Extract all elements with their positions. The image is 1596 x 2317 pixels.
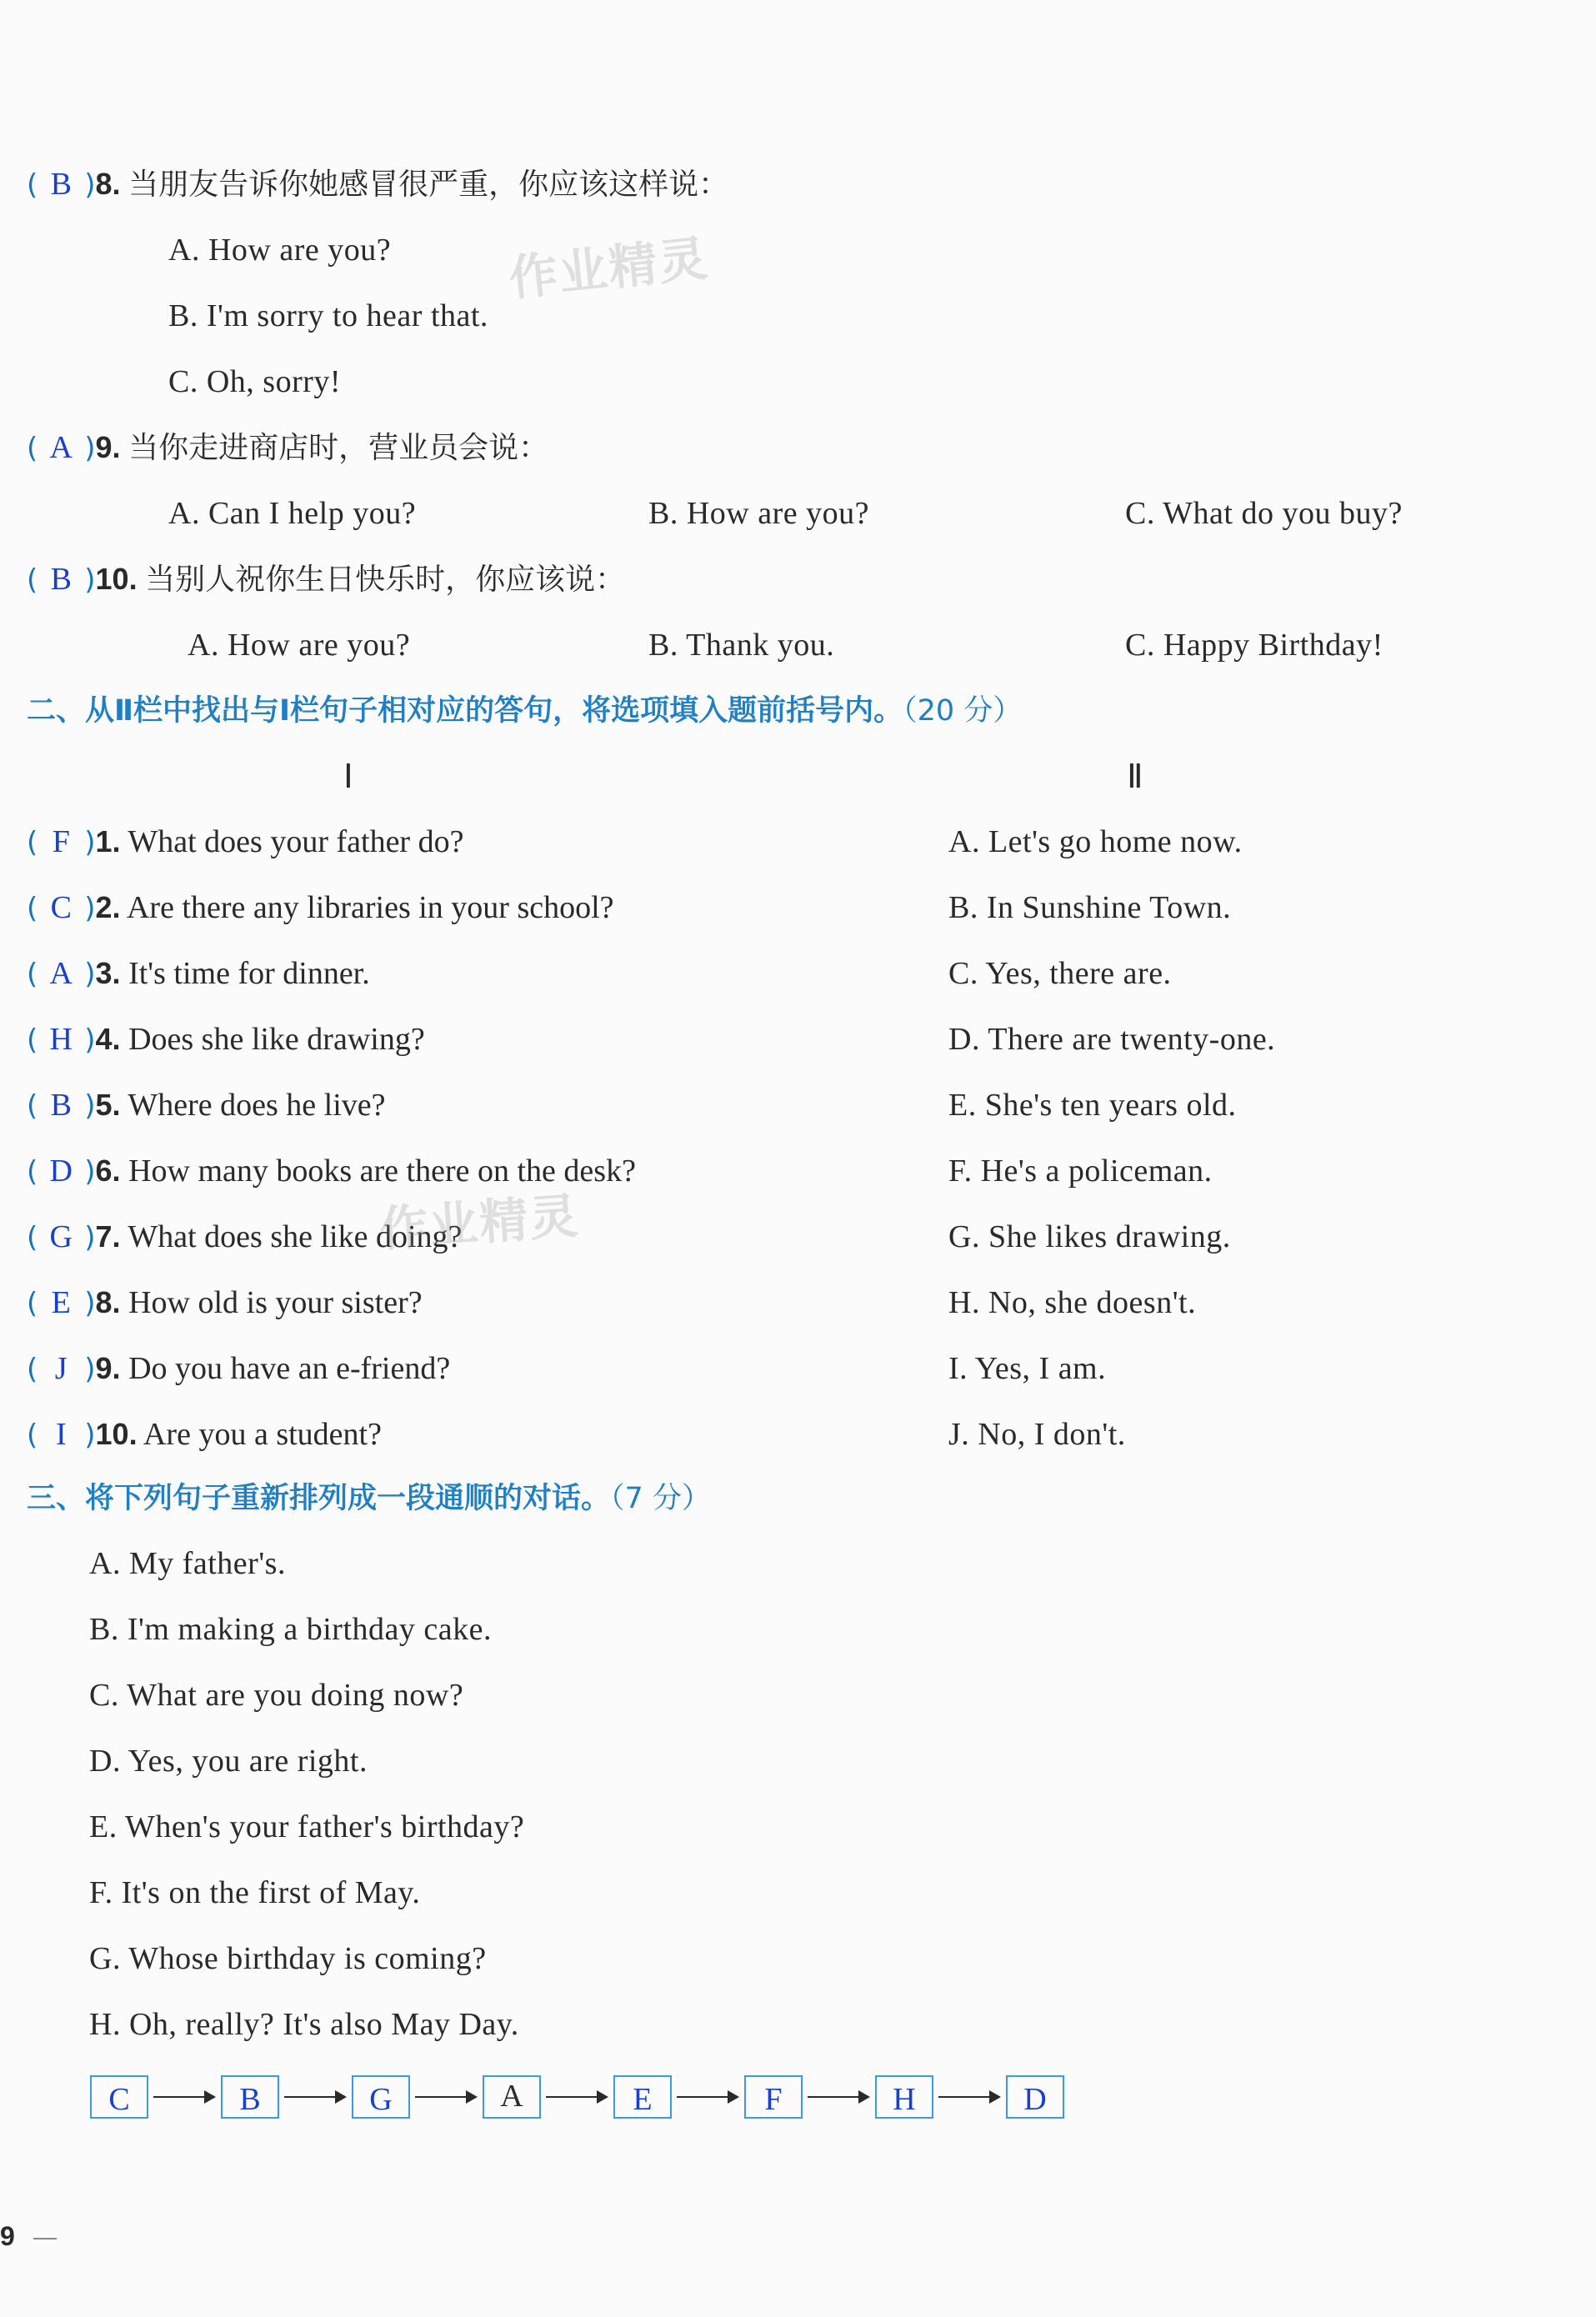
question-text: How old is your sister? <box>128 1285 423 1320</box>
dialogue-sentence: D. Yes, you are right. <box>89 1744 368 1779</box>
option-c: C. Happy Birthday! <box>1125 628 1383 663</box>
question-number: 4. <box>95 1022 121 1056</box>
paren-open: ( <box>27 1221 38 1254</box>
dialogue-sentence: C. What are you doing now? <box>89 1678 464 1713</box>
section-title: 二、从Ⅱ栏中找出与Ⅰ栏句子相对应的答句，将选项填入题前括号内。 <box>27 694 903 728</box>
question-text: Are there any libraries in your school? <box>126 890 614 925</box>
match-question <box>27 1349 450 1388</box>
answer-blank[interactable]: F <box>52 824 70 859</box>
question-text: Does she like drawing? <box>128 1022 425 1057</box>
order-box[interactable]: G <box>352 2075 410 2119</box>
arrow-icon <box>284 2096 345 2098</box>
dialogue-sentence: F. It's on the first of May. <box>89 1875 421 1910</box>
order-box[interactable]: E <box>613 2075 672 2119</box>
answer-blank[interactable]: A <box>49 430 73 465</box>
paren-close: ) <box>84 1023 96 1057</box>
paren-close: ) <box>84 892 96 925</box>
match-question <box>27 1020 425 1058</box>
question-text: What does your father do? <box>128 824 464 859</box>
order-box[interactable]: B <box>221 2075 279 2119</box>
dialogue-sentence: H. Oh, really? It's also May Day. <box>89 2007 519 2042</box>
answer-blank[interactable]: J <box>54 1351 68 1386</box>
section-2-heading <box>27 692 1022 730</box>
paren-close: ) <box>84 958 96 991</box>
section-score: （20 分） <box>903 694 1023 728</box>
order-box[interactable]: A <box>483 2075 541 2119</box>
match-question <box>27 1086 386 1124</box>
answer-blank[interactable]: A <box>49 956 73 991</box>
question-number: 3. <box>95 956 121 990</box>
paren-close: ) <box>84 1419 96 1452</box>
match-question <box>27 888 614 927</box>
option-a: A. How are you? <box>168 233 392 268</box>
paren-close: ) <box>84 1287 96 1320</box>
arrow-icon <box>808 2096 868 2098</box>
paren-open: ( <box>27 1089 38 1123</box>
option-a: A. Can I help you? <box>168 496 417 531</box>
question-text: 当别人祝你生日快乐时，你应该说： <box>145 563 626 597</box>
arrow-icon <box>546 2096 607 2098</box>
question-number: 7. <box>95 1219 121 1254</box>
match-response: G. She likes drawing. <box>948 1219 1231 1254</box>
answer-blank[interactable]: I <box>55 1417 67 1452</box>
dialogue-sentence: G. Whose birthday is coming? <box>89 1941 487 1976</box>
question-number: 5. <box>95 1088 121 1122</box>
option-c: C. What do you buy? <box>1125 496 1403 531</box>
question-text: It's time for dinner. <box>128 956 370 991</box>
match-question <box>27 823 463 861</box>
question-number: 8. <box>95 167 121 201</box>
question-number: 2. <box>95 890 121 924</box>
option-b: B. I'm sorry to hear that. <box>168 298 488 333</box>
paren-close: ) <box>84 1221 96 1254</box>
paren-close: ) <box>84 1089 96 1123</box>
section-3-heading <box>27 1479 711 1518</box>
order-box[interactable]: C <box>90 2075 148 2119</box>
answer-blank[interactable]: H <box>49 1022 73 1057</box>
paren-open: ( <box>27 1155 38 1189</box>
column-2-heading: Ⅱ <box>1127 758 1143 795</box>
match-response: F. He's a policeman. <box>948 1153 1213 1189</box>
match-question <box>27 1415 382 1454</box>
paren-open: ( <box>27 1353 38 1386</box>
question-text: Where does he live? <box>128 1088 386 1123</box>
question-text: Do you have an e-friend? <box>128 1351 451 1386</box>
match-response: H. No, she doesn't. <box>948 1285 1197 1320</box>
answer-blank[interactable]: D <box>49 1153 73 1189</box>
option-b: B. Thank you. <box>648 628 835 663</box>
match-question <box>27 1284 423 1322</box>
order-box[interactable]: H <box>875 2075 933 2119</box>
order-box[interactable]: D <box>1006 2075 1064 2119</box>
watermark-logo: 作业精灵 <box>378 1187 582 1259</box>
paren-open: ( <box>27 1419 38 1452</box>
mc-question-10 <box>27 560 625 598</box>
question-text: Are you a student? <box>143 1417 382 1452</box>
paren-close: ) <box>84 168 96 202</box>
dialogue-sentence: E. When's your father's birthday? <box>89 1809 525 1844</box>
paren-close: ) <box>84 432 96 465</box>
question-text: How many books are there on the desk? <box>128 1153 636 1189</box>
answer-blank[interactable]: G <box>49 1219 73 1254</box>
answer-blank[interactable]: B <box>50 167 72 202</box>
paren-close: ) <box>84 1353 96 1386</box>
mc-question-8 <box>27 165 728 203</box>
mc-question-9 <box>27 428 548 467</box>
match-response: B. In Sunshine Town. <box>948 890 1232 925</box>
paren-open: ( <box>27 432 38 465</box>
question-text: What does she like doing? <box>128 1219 463 1254</box>
paren-close: ) <box>84 826 96 859</box>
section-title: 三、将下列句子重新排列成一段通顺的对话。 <box>27 1482 611 1515</box>
dialogue-sentence: A. My father's. <box>89 1546 286 1581</box>
paren-open: ( <box>27 958 38 991</box>
match-response: D. There are twenty-one. <box>948 1022 1276 1057</box>
arrow-icon <box>415 2096 476 2098</box>
question-number: 1. <box>95 824 121 858</box>
section-score: （7 分） <box>610 1482 711 1515</box>
paren-open: ( <box>27 826 38 859</box>
page-number: 9 <box>0 2221 15 2251</box>
answer-blank[interactable]: E <box>51 1285 71 1320</box>
arrow-icon <box>938 2096 999 2098</box>
order-box[interactable]: F <box>744 2075 803 2119</box>
paren-close: ) <box>84 563 96 597</box>
match-response: I. Yes, I am. <box>948 1351 1107 1386</box>
watermark-logo: 作业精灵 <box>506 229 712 308</box>
question-number: 9. <box>95 430 121 464</box>
paren-open: ( <box>27 892 38 925</box>
arrow-icon <box>677 2096 738 2098</box>
column-1-heading: Ⅰ <box>343 758 353 795</box>
paren-close: ) <box>84 1155 96 1189</box>
page-number-dash <box>33 2238 57 2239</box>
option-b: B. How are you? <box>648 496 869 531</box>
option-c: C. Oh, sorry! <box>168 364 342 399</box>
question-number: 9. <box>95 1351 121 1385</box>
question-text: 当朋友告诉你她感冒很严重，你应该这样说： <box>128 168 729 202</box>
question-number: 10. <box>95 1417 138 1451</box>
question-number: 8. <box>95 1285 121 1319</box>
option-a: A. How are you? <box>188 628 411 663</box>
match-response: A. Let's go home now. <box>948 824 1243 859</box>
match-response: C. Yes, there are. <box>948 956 1172 991</box>
question-number: 6. <box>95 1153 121 1188</box>
question-number: 10. <box>95 562 138 596</box>
paren-open: ( <box>27 1023 38 1057</box>
answer-blank[interactable]: C <box>50 890 72 925</box>
paren-open: ( <box>27 563 38 597</box>
match-response: E. She's ten years old. <box>948 1088 1237 1123</box>
match-question <box>27 954 370 993</box>
arrow-icon <box>153 2096 214 2098</box>
question-text: 当你走进商店时，营业员会说： <box>128 431 549 465</box>
answer-blank[interactable]: B <box>50 1088 72 1123</box>
paren-open: ( <box>27 168 38 202</box>
match-response: J. No, I don't. <box>948 1417 1126 1452</box>
answer-blank[interactable]: B <box>50 562 72 597</box>
dialogue-sentence: B. I'm making a birthday cake. <box>89 1612 492 1647</box>
paren-open: ( <box>27 1287 38 1320</box>
